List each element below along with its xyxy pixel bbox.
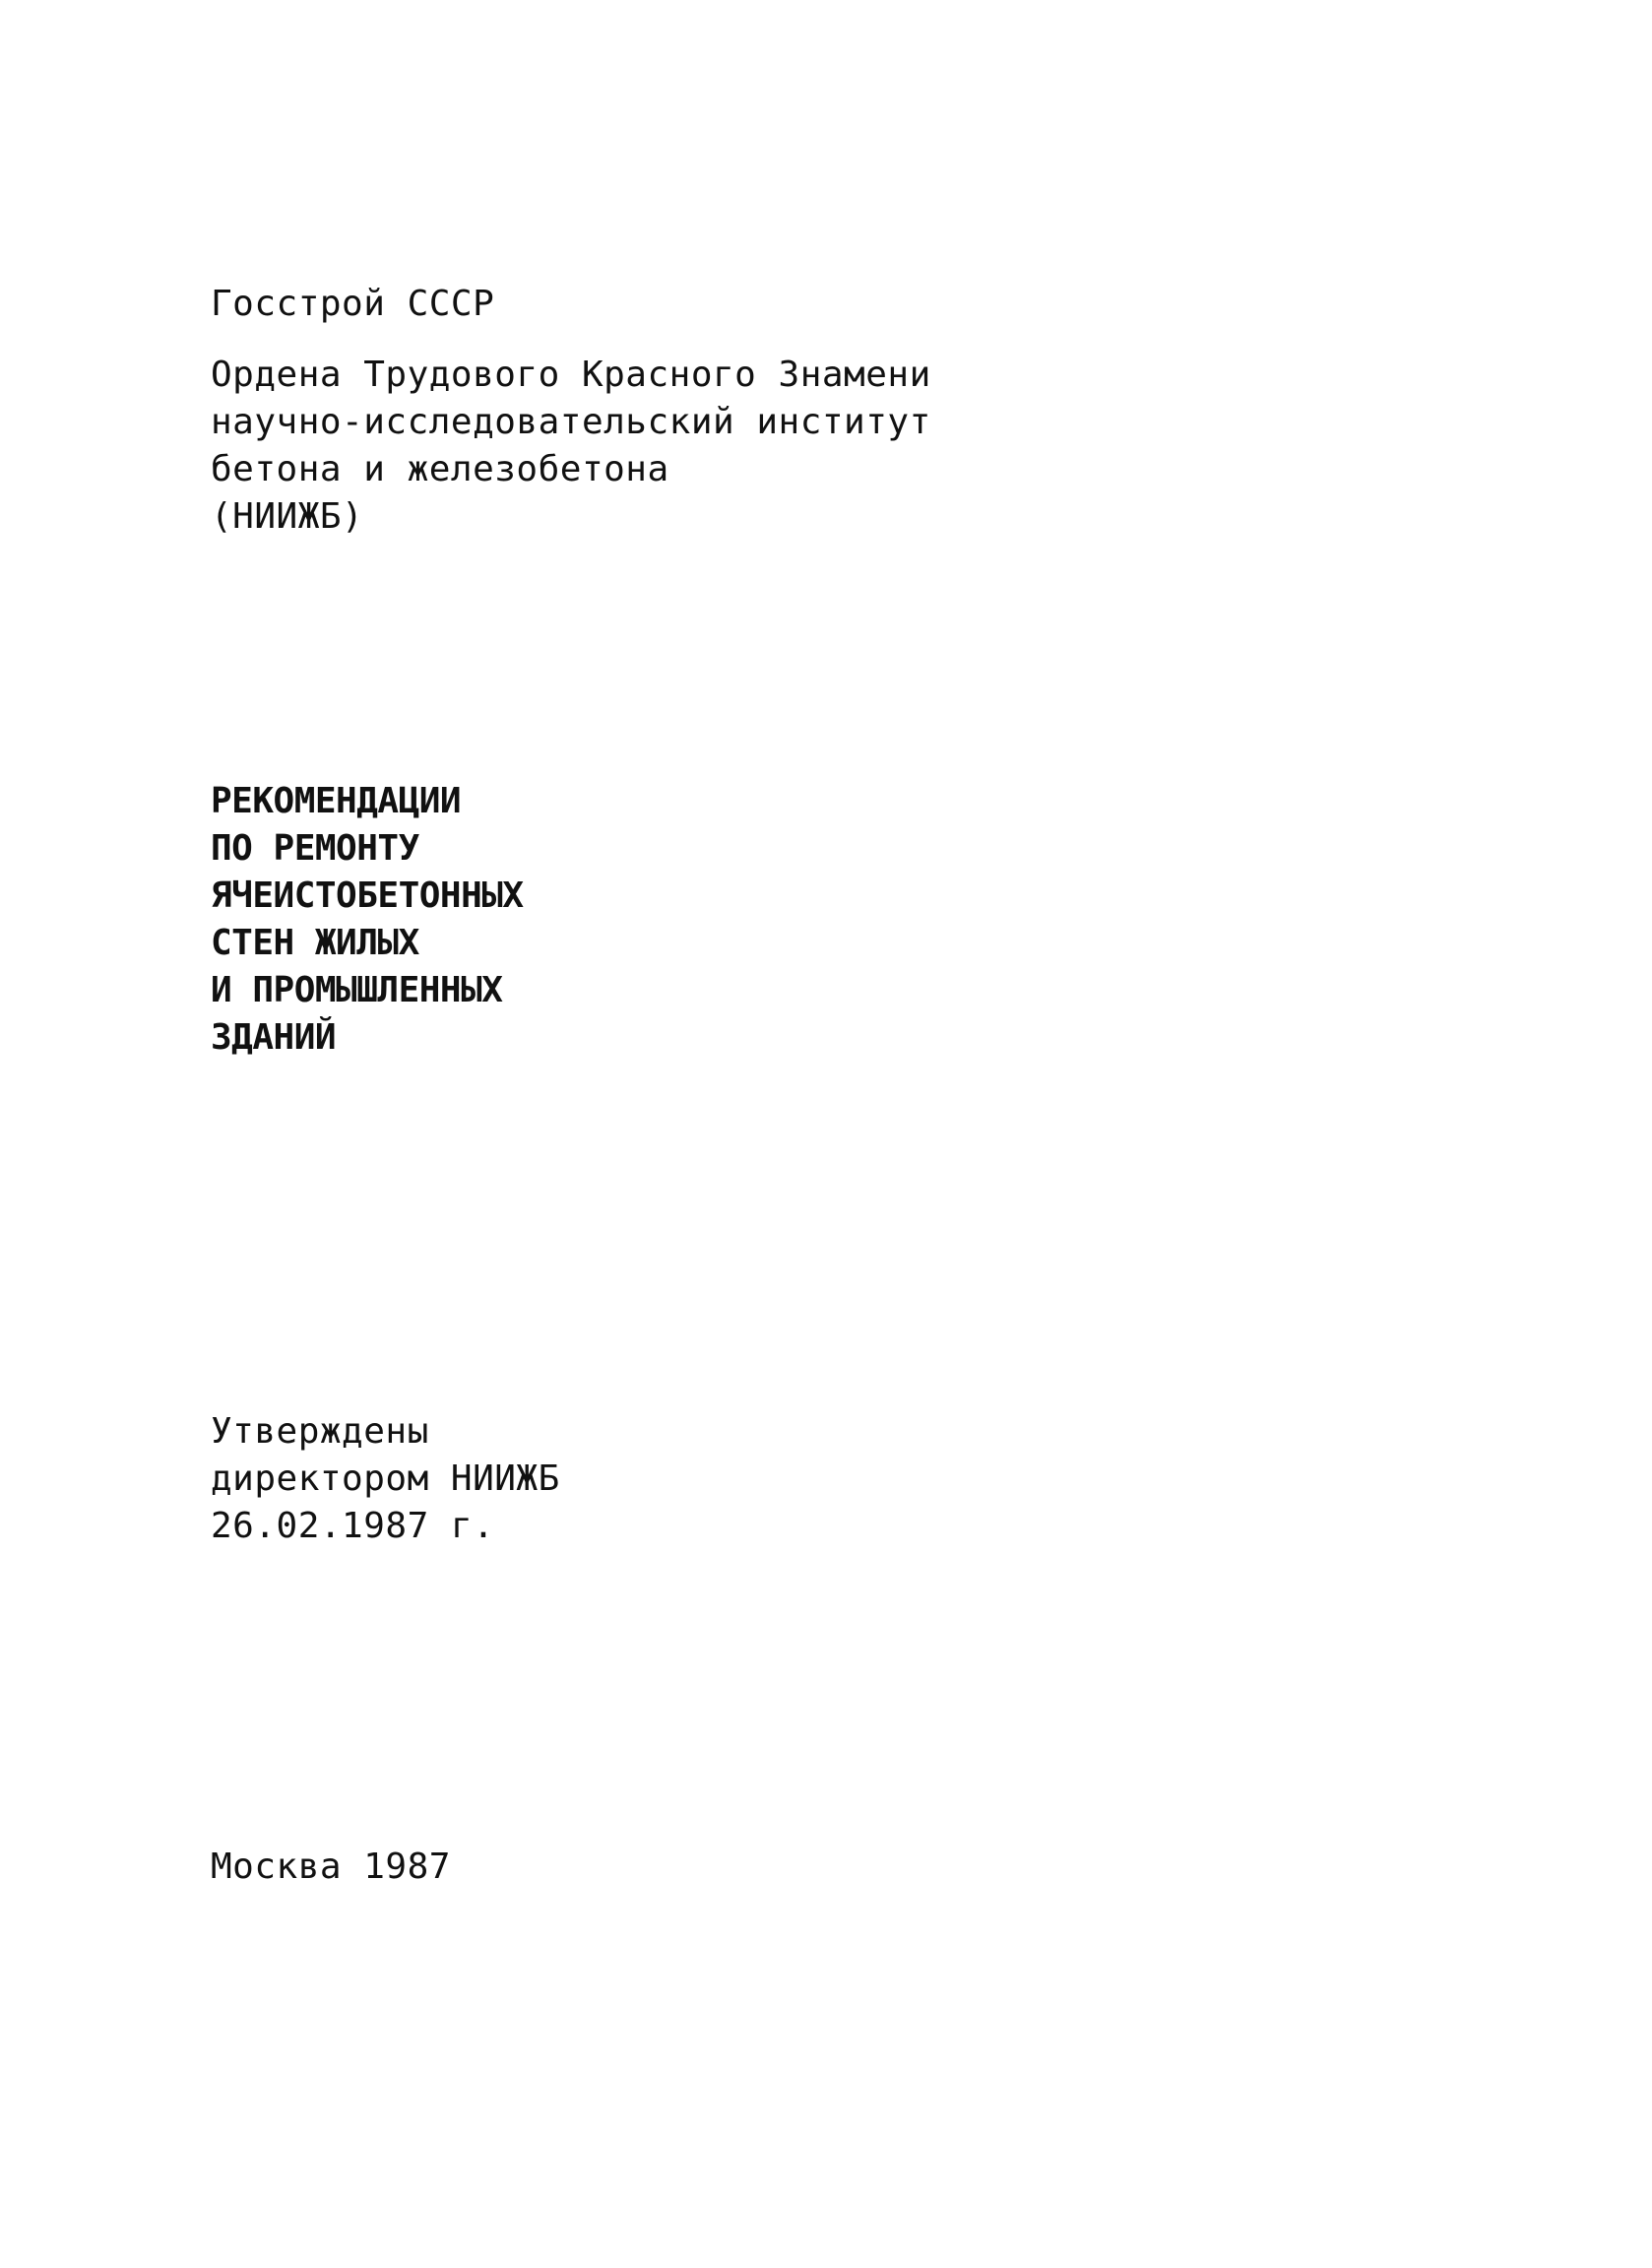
approval-date: 26.02.1987 г. (211, 1506, 495, 1546)
approval-line-2: директором НИИЖБ (211, 1458, 560, 1499)
title-line-5: И ПРОМЫШЛЕННЫХ (211, 970, 503, 1010)
title-line-2: ПО РЕМОНТУ (211, 828, 419, 869)
title-line-1: РЕКОМЕНДАЦИИ (211, 781, 462, 821)
title-line-4: СТЕН ЖИЛЫХ (211, 923, 419, 963)
institute-block (211, 352, 931, 541)
title-line-3: ЯЧЕИСТОБЕТОННЫХ (211, 875, 524, 916)
imprint (211, 1844, 451, 1891)
institute-line-3: бетона и железобетона (211, 449, 669, 489)
imprint-line: Москва 1987 (211, 1847, 451, 1887)
institute-line-4: (НИИЖБ) (211, 496, 364, 537)
document-title (211, 778, 524, 1062)
approval-block (211, 1408, 560, 1550)
ministry-line: Госстрой СССР (211, 284, 495, 324)
approval-line-1: Утверждены (211, 1411, 429, 1452)
institute-line-2: научно-исследовательский институт (211, 402, 931, 442)
title-line-6: ЗДАНИЙ (211, 1017, 337, 1058)
institute-line-1: Ордена Трудового Красного Знамени (211, 355, 931, 395)
ministry-name (211, 281, 494, 328)
